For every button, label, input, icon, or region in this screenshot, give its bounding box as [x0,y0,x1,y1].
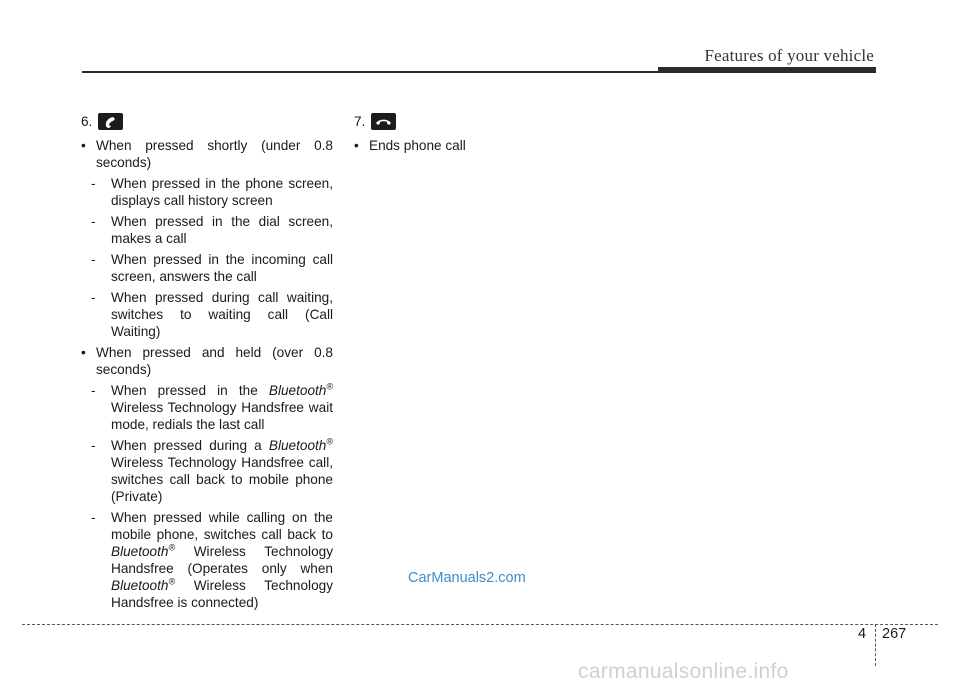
phone-pickup-icon [98,113,123,130]
section-title: Features of your vehicle [704,46,874,65]
bullet-short-press: • When pressed shortly (under 0.8 seconds) [81,137,333,171]
left-column [81,113,333,615]
header-rule [82,71,658,73]
right-column [354,113,606,158]
step-number: 6. [81,114,93,129]
site-watermark: carmanualsonline.info [578,660,789,683]
sub-item: - When pressed in the dial screen, makes a call [91,213,333,247]
step-number: 7. [354,114,366,129]
sub-item: - When pressed in the Bluetooth® Wireless Technology Handsfree wait mode, redials the last call [91,382,333,433]
header-rule-bold [658,67,876,73]
footer-rule [22,624,938,625]
page-number: 267 [882,626,907,642]
bullet-long-press: • When pressed and held (over 0.8 seconds) [81,344,333,378]
sub-item: - When pressed in the incoming call screen, answers the call [91,251,333,285]
step-6-label [81,113,333,130]
sub-item: - When pressed during call waiting, switches to waiting call (Call Waiting) [91,289,333,340]
sub-item: - When pressed during a Bluetooth® Wireless Technology Handsfree call, switches call back to mobile phone (Private) [91,437,333,505]
chapter-number: 4 [858,626,867,642]
sub-item: - When pressed in the phone screen, displays call history screen [91,175,333,209]
footer-divider [875,624,876,666]
sub-item: - When pressed while calling on the mobile phone, switches call back to Bluetooth® Wireless Technology Handsfree (Operates only when Bluetooth® Wireless Technology Handsfree is connected) [91,509,333,611]
bullet-ends-call: • Ends phone call [354,137,606,154]
watermark-link[interactable]: CarManuals2.com [408,570,526,586]
phone-hangup-icon [371,113,396,130]
step-7-label [354,113,606,130]
